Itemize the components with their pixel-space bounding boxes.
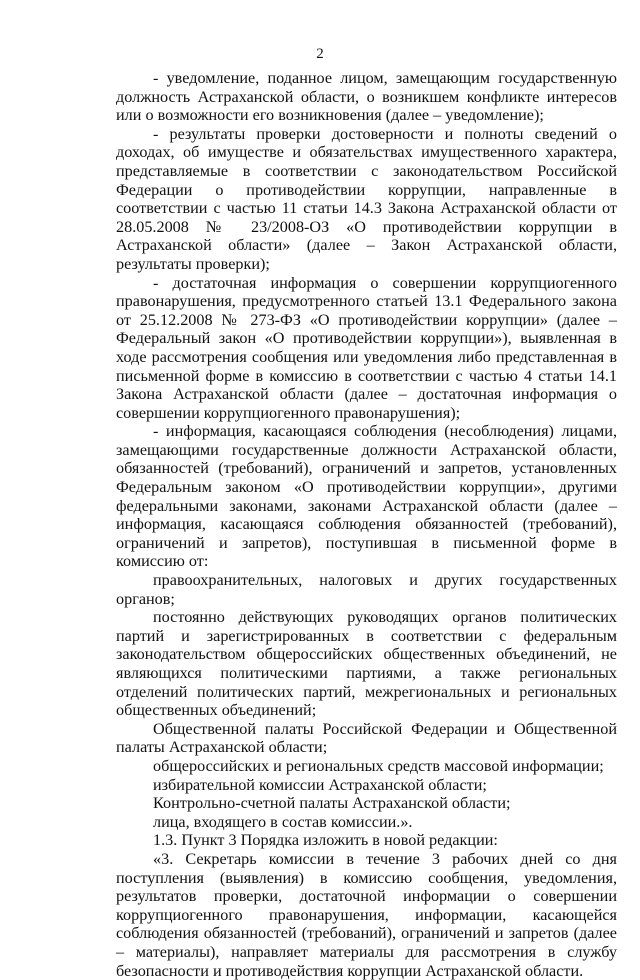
paragraph-source-election-commission: избирательной комиссии Астраханской области; (153, 775, 487, 794)
paragraph-source-law-enforcement: правоохранительных, налоговых и других государственных органов; (116, 571, 617, 608)
paragraph-source-audit-chamber: Контрольно-счетной палаты Астраханской области; (153, 794, 511, 813)
paragraph-amendment-text: «3. Секретарь комиссии в течение 3 рабочих дней со дня поступления (выявления) в комиссию сообщения, уведомления, результатов проверки, достаточной информации о совершении коррупциогенного правонарушения, информации, касающейся соблюдения обязанностей (требований), ограничений и запретов (далее – материалы), направляет материалы для рассмотрения в службу безопасности и противодействия коррупции Астраханской области. (116, 849, 617, 980)
paragraph-source-mass-media: общероссийских и региональных средств массовой информации; (153, 756, 604, 775)
paragraph-verification-results: - результаты проверки достоверности и полноты сведений о доходах, об имуществе и обязательствах имущественного характера, представляемые в соответствии с законодательством Российской Федерации о противодействии коррупции, направленные в соответствии с частью 11 статьи 14.3 Закона Астраханской области от 28.05.2008 № 23/2008-ОЗ «О противодействии коррупции в Астраханской области» (далее – Закон Астраханской области, результаты проверки); (116, 124, 617, 273)
page-number: 2 (316, 46, 324, 62)
paragraph-source-political-parties: постоянно действующих руководящих органов политических партий и зарегистрированных в соответствии с федеральным законодательством общероссийских общественных объединений, не являющихся политическими партиями, а также региональных отделений политических партий, межрегиональных и региональных общественных объединений; (116, 608, 617, 720)
document-body (116, 69, 617, 980)
paragraph-amendment-heading: 1.3. Пункт 3 Порядка изложить в новой редакции: (153, 831, 498, 850)
paragraph-source-commission-member: лица, входящего в состав комиссии.». (153, 812, 413, 831)
paragraph-source-public-chambers: Общественной палаты Российской Федерации и Общественной палаты Астраханской области; (116, 719, 617, 757)
paragraph-sufficient-information: - достаточная информация о совершении коррупциогенного правонарушения, предусмотренного статьей 13.1 Федерального закона от 25.12.2008 № 273-ФЗ «О противодействии коррупции» (далее – Федеральный закон «О противодействии коррупции»), выявленная в ходе рассмотрения сообщения или уведомления либо представленная в письменной форме в комиссию в соответствии с частью 4 статьи 14.1 Закона Астраханской области (далее – достаточная информация о совершении коррупциогенного правонарушения); (116, 273, 617, 422)
paragraph-compliance-information: - информация, касающаяся соблюдения (несоблюдения) лицами, замещающими государственные должности Астраханской области, обязанностей (требований), ограничений и запретов, установленных Федеральным законом «О противодействии коррупции», другими федеральными законами, законами Астраханской области (далее – информация, касающаяся соблюдения обязанностей (требований), ограничений и запретов), поступившая в письменной форме в комиссию от: (116, 422, 617, 571)
paragraph-notification: - уведомление, поданное лицом, замещающим государственную должность Астраханской области, о возникшем конфликте интересов или о возможности его возникновения (далее – уведомление); (116, 69, 617, 125)
